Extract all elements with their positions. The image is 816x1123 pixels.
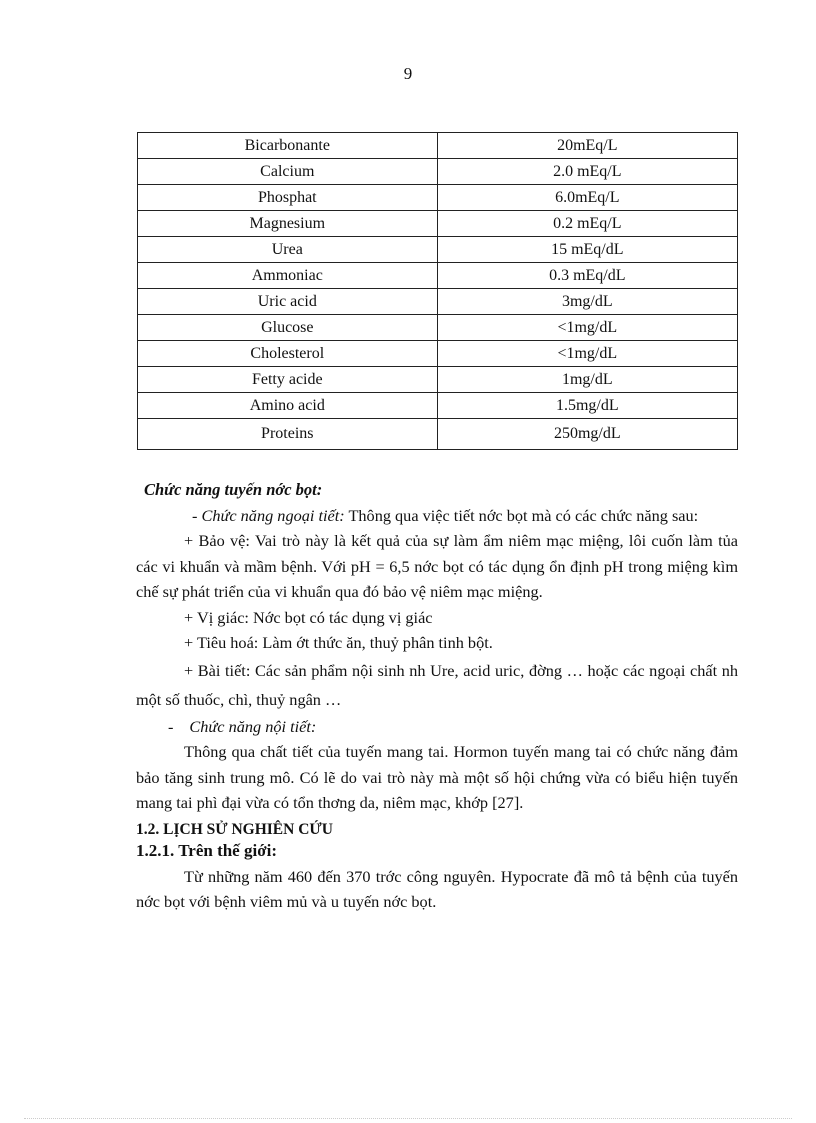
table-cell-name: Magnesium [138, 211, 438, 237]
table-row [138, 159, 738, 185]
endocrine-dash: - [168, 716, 174, 736]
subsection-heading: 1.2.1. Trên thế giới: [136, 840, 277, 860]
body-text [136, 477, 738, 915]
table-cell-value: 2.0 mEq/L [437, 159, 737, 185]
table-cell-value: 15 mEq/dL [437, 237, 737, 263]
page-edge-rule [24, 1118, 792, 1119]
endocrine-paragraph: Thông qua chất tiết của tuyến mang tai. Hormon tuyến mang tai có chức năng đảm bảo tăng sinh trung mô. Có lẽ do vai trò này mà một số hội chứng vừa có biểu hiện tuyến mang tai phì đại vừa có tổn thơng da, niêm mạc, khớp [27]. [136, 742, 738, 812]
table-cell-value: 1mg/dL [437, 367, 737, 393]
table-row [138, 211, 738, 237]
table-cell-value: <1mg/dL [437, 315, 737, 341]
table-cell-value: 250mg/dL [437, 419, 737, 450]
exocrine-text: Thông qua việc tiết nớc bọt mà có các chức năng sau: [344, 505, 699, 525]
table-row [138, 289, 738, 315]
table-row [138, 133, 738, 159]
saliva-composition-table [137, 132, 738, 450]
function-heading: Chức năng tuyến nớc bọt: [144, 480, 323, 499]
table-cell-name: Glucose [138, 315, 438, 341]
table-row [138, 315, 738, 341]
excrete-paragraph: + Bài tiết: Các sản phẩm nội sinh nh Ure, acid uric, đờng … hoặc các ngoại chất nh một số thuốc, chì, thuỷ ngân … [136, 660, 738, 709]
taste-paragraph: + Vị giác: Nớc bọt có tác dụng vị giác [184, 607, 433, 627]
table-cell-value: <1mg/dL [437, 341, 737, 367]
table-cell-value: 1.5mg/dL [437, 393, 737, 419]
table-cell-name: Calcium [138, 159, 438, 185]
table-cell-name: Cholesterol [138, 341, 438, 367]
table-row [138, 237, 738, 263]
table-cell-name: Fetty acide [138, 367, 438, 393]
table-cell-name: Proteins [138, 419, 438, 450]
table-row [138, 393, 738, 419]
table-row [138, 185, 738, 211]
page-number: 9 [403, 64, 413, 83]
exocrine-paragraph [144, 503, 738, 529]
table-cell-value: 3mg/dL [437, 289, 737, 315]
table-cell-value: 0.2 mEq/L [437, 211, 737, 237]
exocrine-label: - Chức năng ngoại tiết: [192, 505, 345, 525]
history-paragraph: Từ những năm 460 đến 370 trớc công nguyên. Hypocrate đã mô tả bệnh của tuyến nớc bọt với bệnh viêm mủ và u tuyến nớc bọt. [136, 866, 738, 911]
table-cell-name: Phosphat [138, 185, 438, 211]
table-cell-name: Bicarbonante [138, 133, 438, 159]
table-cell-name: Amino acid [138, 393, 438, 419]
table-cell-value: 6.0mEq/L [437, 185, 737, 211]
table-cell-name: Ammoniac [138, 263, 438, 289]
endocrine-label-paragraph [136, 714, 738, 740]
table-row [138, 263, 738, 289]
endocrine-label: Chức năng nội tiết: [189, 716, 317, 736]
digest-paragraph: + Tiêu hoá: Làm ớt thức ăn, thuỷ phân tinh bột. [184, 633, 493, 652]
table-cell-value: 0.3 mEq/dL [437, 263, 737, 289]
table-row [138, 419, 738, 450]
protect-paragraph: + Bảo vệ: Vai trò này là kết quả của sự làm ẩm niêm mạc miệng, lôi cuốn làm tủa các vi khuẩn và mầm bệnh. Với pH = 6,5 nớc bọt có tác dụng ổn định pH trong miệng kìm chế sự phát triển của vi khuẩn qua đó bảo vệ niêm mạc miệng. [136, 531, 738, 601]
table-row [138, 341, 738, 367]
table-cell-name: Uric acid [138, 289, 438, 315]
table-cell-name: Urea [138, 237, 438, 263]
table-cell-value: 20mEq/L [437, 133, 737, 159]
table-row [138, 367, 738, 393]
section-heading: 1.2. LỊCH SỬ NGHIÊN CỨU [136, 820, 333, 838]
